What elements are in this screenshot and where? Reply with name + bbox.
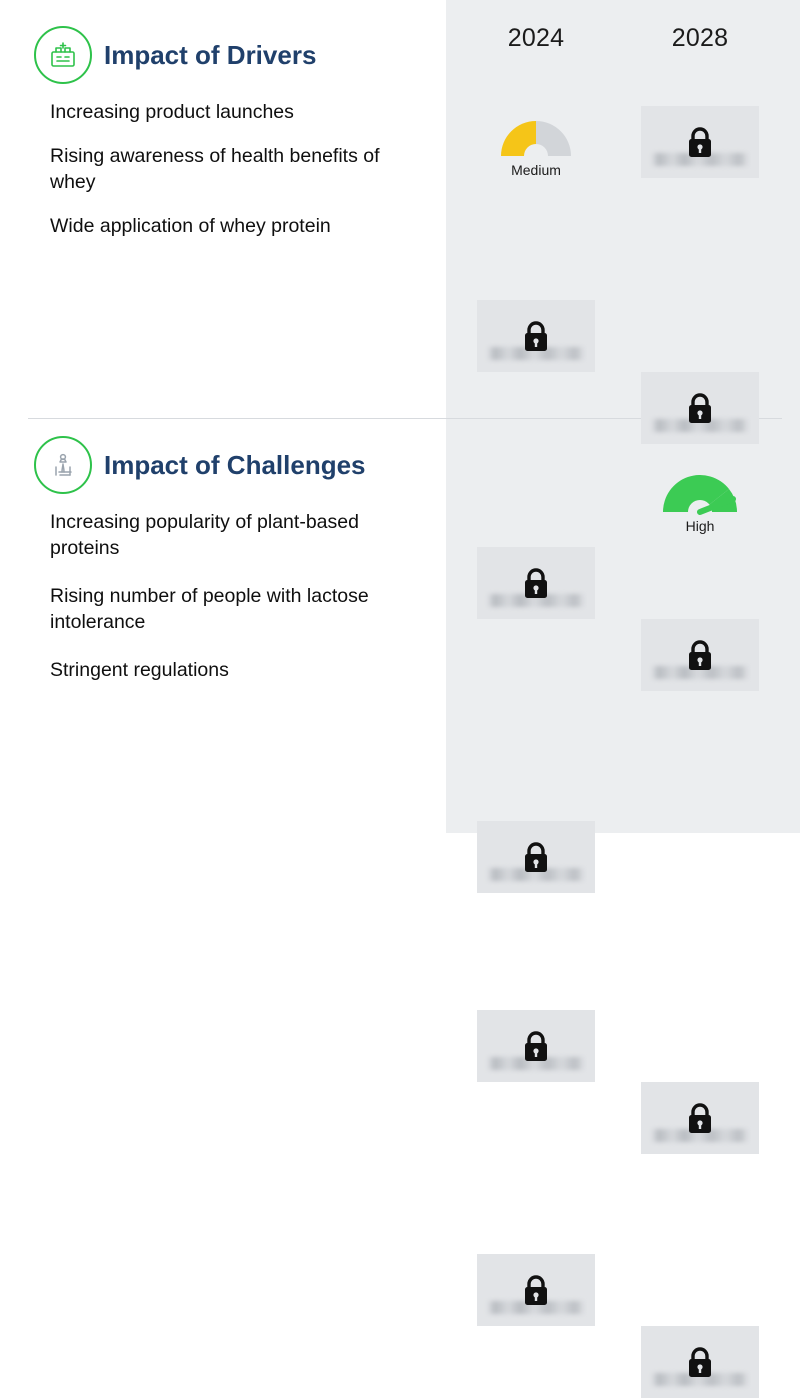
- challenges-item-list: [34, 510, 434, 684]
- gauge-icon: [493, 108, 579, 160]
- list-item: Stringent regulations: [50, 658, 229, 681]
- section-title-drivers: Impact of Drivers: [104, 39, 317, 70]
- list-item: Increasing product launches: [50, 101, 294, 123]
- lock-icon: [521, 318, 551, 354]
- lock-icon: [521, 1272, 551, 1308]
- locked-cell-challenges-row3-2024[interactable]: [477, 1254, 595, 1326]
- locked-cell-drivers-row2-2024[interactable]: [477, 300, 595, 372]
- lock-icon: [521, 1028, 551, 1064]
- locked-cell-challenges-row3-2028[interactable]: [641, 1326, 759, 1398]
- lock-icon: [685, 124, 715, 160]
- lock-icon: [685, 390, 715, 426]
- locked-cell-challenges-row1-2024[interactable]: [477, 821, 595, 893]
- lock-icon: [685, 637, 715, 673]
- gauge-label: High: [685, 518, 715, 534]
- locked-cell-challenges-row2-2028[interactable]: [641, 1082, 759, 1154]
- section-header-drivers: [34, 24, 434, 86]
- section-title-challenges: Impact of Challenges: [104, 449, 366, 480]
- section-header-challenges: [34, 434, 434, 496]
- gauge-label: Medium: [511, 162, 561, 178]
- gauge-drivers-row1-2024: [477, 108, 595, 194]
- column-header-2028: 2028: [671, 24, 729, 52]
- locked-cell-drivers-row1-2028[interactable]: [641, 106, 759, 178]
- gauge-icon: [655, 462, 745, 516]
- factory-launch-icon: [34, 26, 92, 84]
- lock-icon: [521, 839, 551, 875]
- lock-icon: [521, 565, 551, 601]
- section-challenges: [34, 434, 434, 706]
- lock-icon: [685, 1344, 715, 1380]
- list-item: Rising awareness of health benefits of whey: [50, 144, 380, 193]
- list-item: Rising number of people with lactose intolerance: [50, 584, 369, 633]
- locked-cell-drivers-row2-2028[interactable]: [641, 372, 759, 444]
- locked-cell-drivers-row3-2024[interactable]: [477, 547, 595, 619]
- drivers-item-list: [34, 100, 434, 240]
- gauge-challenges-row1-2028: [641, 462, 759, 548]
- locked-cell-drivers-row3-2028[interactable]: [641, 619, 759, 691]
- locked-cell-challenges-row2-2024[interactable]: [477, 1010, 595, 1082]
- list-item: Wide application of whey protein: [50, 214, 331, 237]
- list-item: Increasing popularity of plant-based proteins: [50, 511, 359, 559]
- column-header-2024: 2024: [507, 24, 565, 52]
- section-drivers: [34, 24, 434, 258]
- chess-strategy-icon: [34, 436, 92, 494]
- lock-icon: [685, 1100, 715, 1136]
